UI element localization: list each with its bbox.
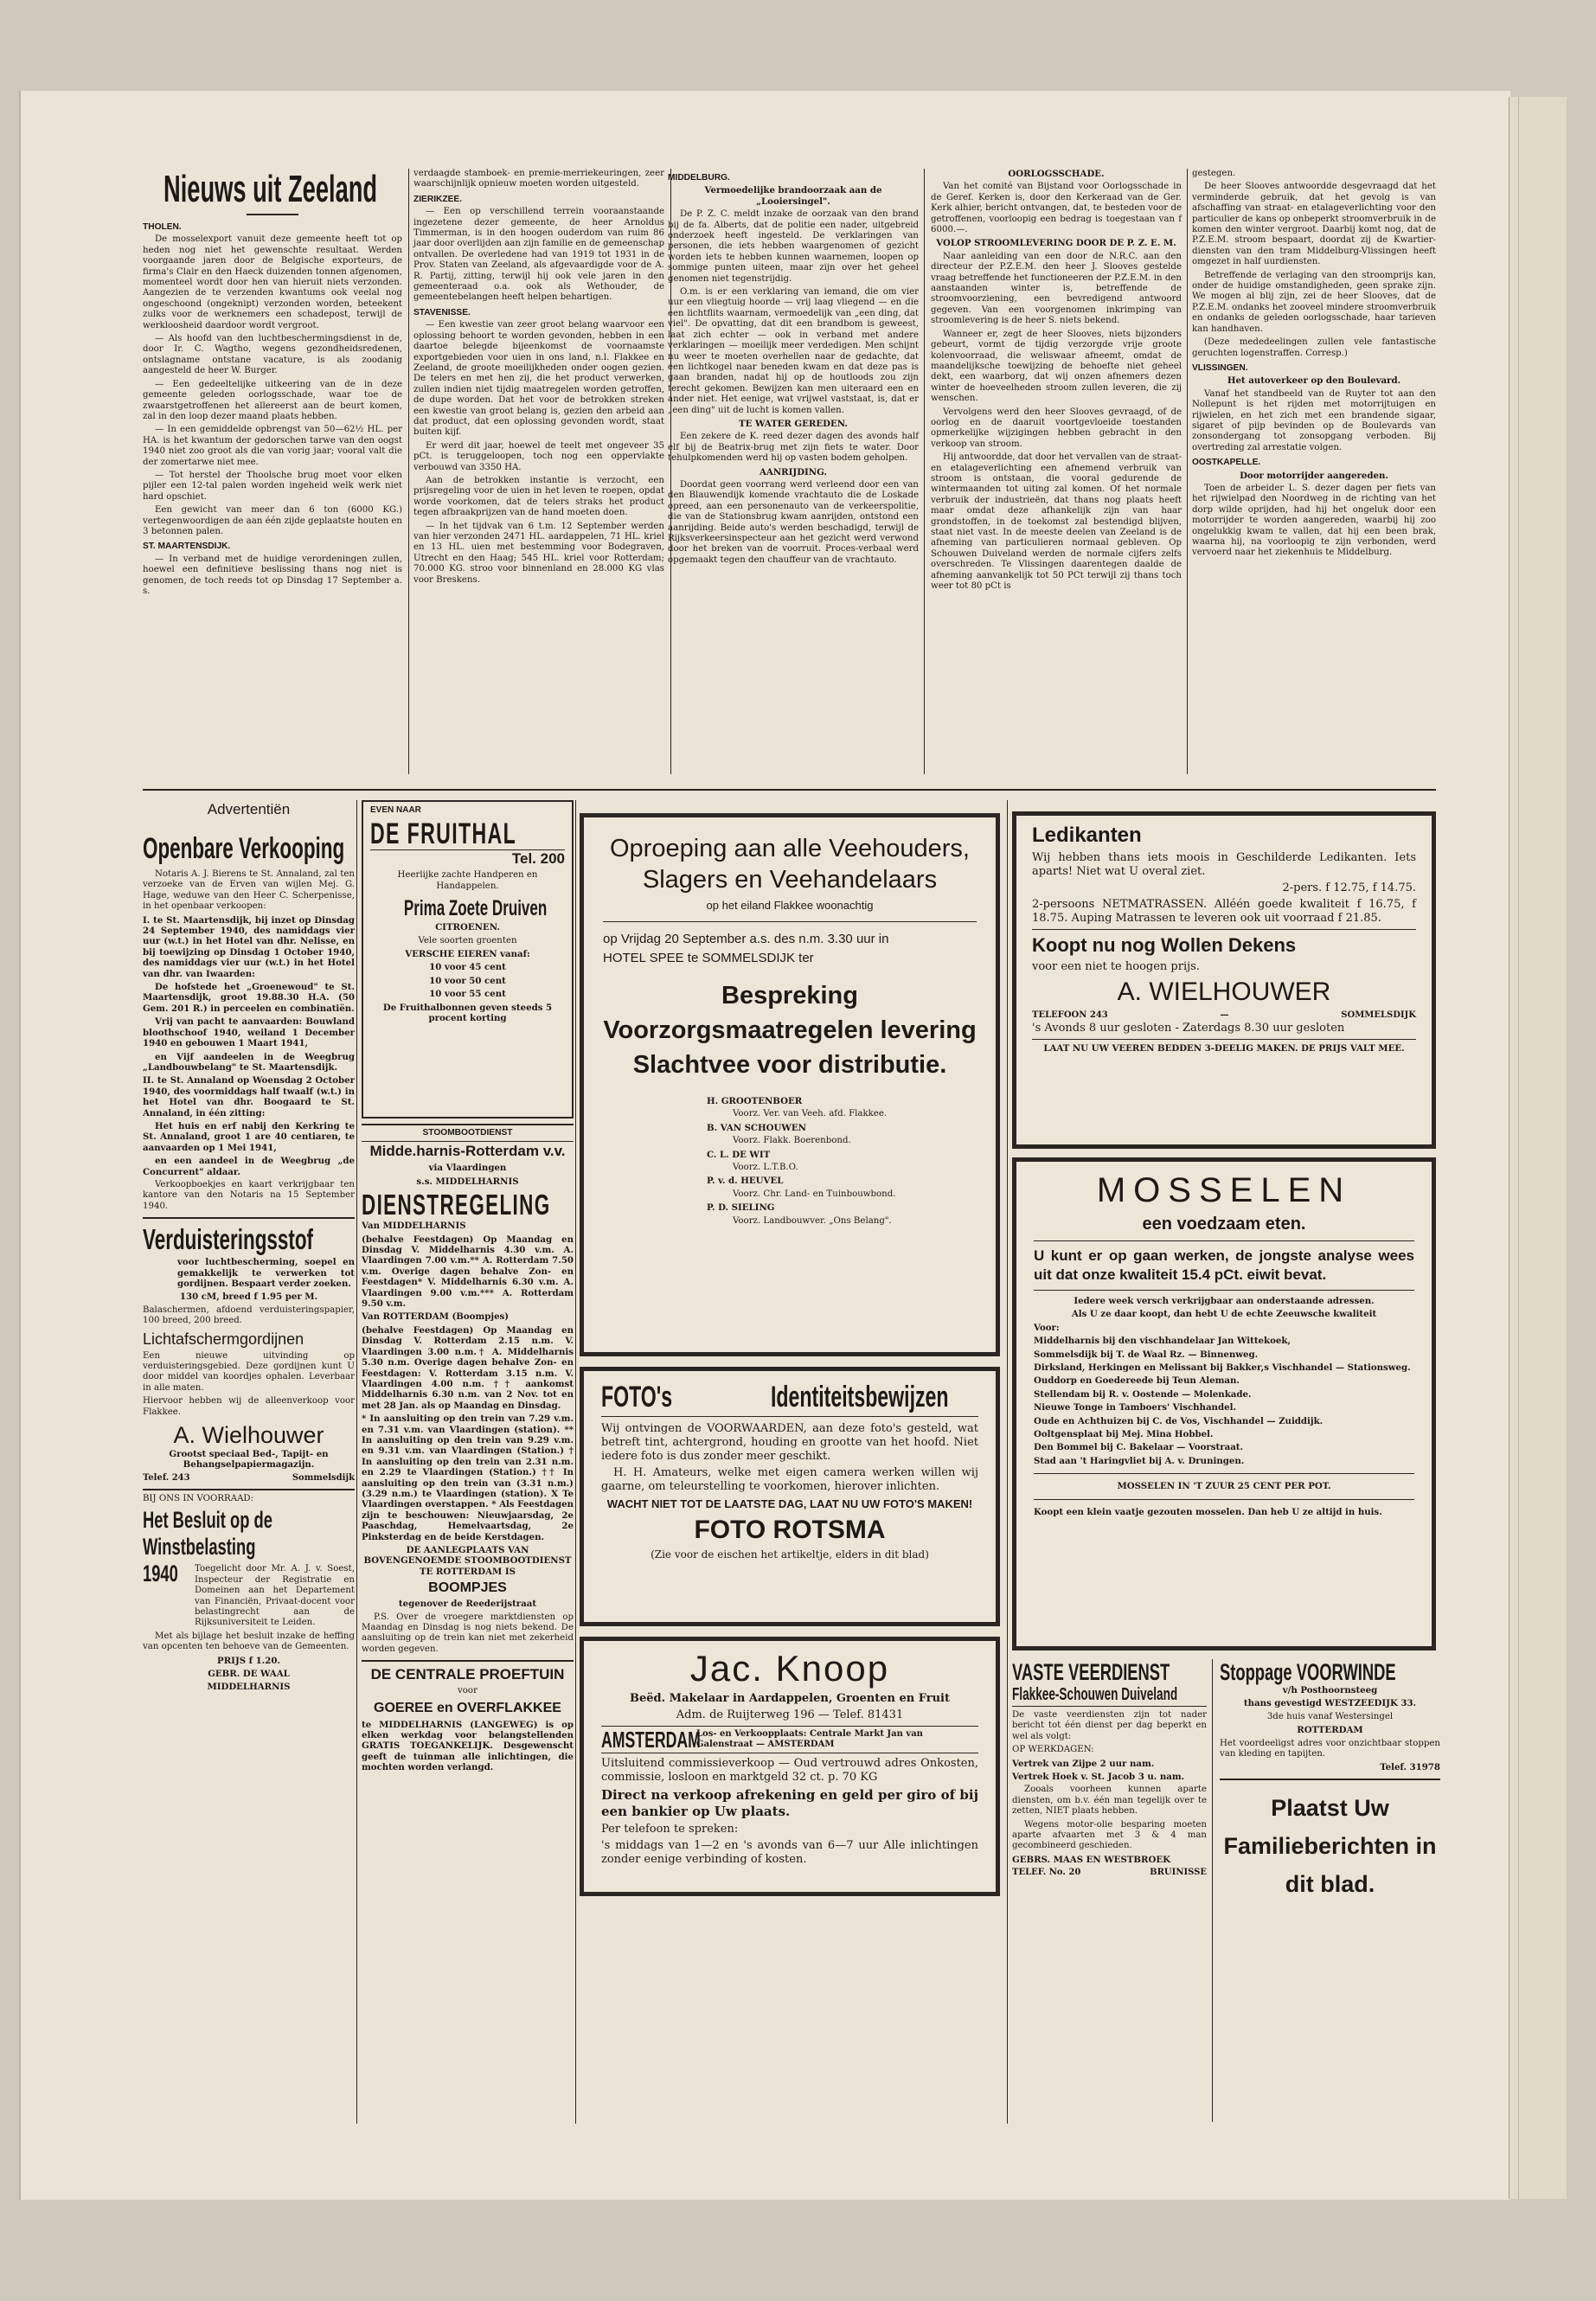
ad-text: op Vrijdag 20 September a.s. des n.m. 3.30 uur in: [603, 932, 889, 946]
ad-text: Notaris A. J. Bierens te St. Annaland, zal ten verzoeke van de Erven van wijlen Mej. G. Hage, weduwe van den Heer C. Scherpenisse, in het openbaar verkoopen:: [143, 869, 355, 912]
foto-ad: [580, 1367, 1000, 1626]
ad-text: Van MIDDELHARNIS: [362, 1221, 466, 1232]
ad-text: 's middags van 1—2 en 's avonds van 6—7 uur Alle inlichtingen zonder eenige verbinding of kosten.: [601, 1839, 978, 1866]
article-text: Naar aanleiding van een door de N.R.C. aan den directeur der P.Z.E.M. den heer J. Slooves gestelde vraag betreffende het functioneeren der P.Z.E.M. in den aanstaanden winter is, betreffende de stroomvoorziening, een bevredigend antwoord gegeven. Van een voorgenomen inkrimping van stroomlevering is de heer S. niets bekend.: [931, 251, 1182, 326]
article-heading: OORLOGSSCHADE.: [1008, 169, 1105, 179]
heading-vlissingen: VLISSINGEN.: [1192, 362, 1248, 373]
egg-price: 10 voor 50 cent: [429, 975, 506, 986]
fruithal-name: DE FRUITHAL: [370, 817, 517, 851]
article-text: Doordat geen voorrang werd verleend door een van den Blauwendijk komende vrachtauto die de Loskade opreed, aan een personenauto van de verkeerspolitie, die van de Stationsbrug kwam aanrijden, ontstond een aanrijding. Beide auto's werden beschadigd, terwijl de Rijksverkeersinspecteur aan het gezicht werd verwond door het breken van de voorruit. Proces-verbaal werd opgemaakt tegen den chauffeur van de vrachtauto.: [668, 479, 919, 565]
ad-text: Vertrek van Zijpe 2 uur nam.: [1012, 1758, 1155, 1769]
wielhouwer-name: A. Wielhouwer: [173, 1422, 324, 1449]
news-column-4: [931, 169, 1182, 774]
ad-text: Het voordeeligst adres voor onzichtbaar stoppen van kleding en tapijten.: [1220, 1738, 1440, 1759]
knoop-city: AMSTERDAM: [601, 1727, 701, 1753]
familieberichten: Plaatst Uw Familieberichten in dit blad.: [1223, 1794, 1437, 1897]
ad-text: op het eiland Flakkee woonachtig: [706, 899, 874, 912]
ad-column-3: [580, 813, 1000, 2119]
mosselen-sub: een voedzaam eten.: [1142, 1215, 1306, 1234]
news-column-5: [1192, 169, 1436, 774]
ad-text: U kunt er op gaan werken, de jongste analyse wees uit dat onze kwaliteit 15.4 pCt. eiwit bevat.: [1034, 1247, 1414, 1283]
ad-text: Direct na verkoop afrekening en geld per giro of bij een bankier op Uw plaats.: [601, 1787, 978, 1819]
fruithal-ad: [362, 800, 574, 1118]
ad-text: Wij ontvingen de VOORWAARDEN, aan deze foto's gesteld, wat betreft tint, achtergrond, houding en grootte van het hoofd. Niet iedere foto is dus zonder meer geschikt.: [601, 1422, 978, 1463]
article-text: — Tot herstel der Thoolsche brug moet voor elken pijler een 12-tal palen worden ingeheid welk werk niet hard opschiet.: [143, 470, 402, 502]
article-text: De heer Slooves antwoordde desgevraagd dat het verminderde gebruik, dat het gevolg is van afschaffing van straat- en etalageverlichting voor den particulier de kans op onbeperkt stroomverbruik in de komen den winter vergroot. Daarbij komt nog, dat de P.Z.E.M. stroom bespaart, doordat zij de Kwartier-diensten van den tram Middelburg-Vlissingen heeft omgezet in half uurdiensten.: [1192, 182, 1436, 267]
article-text: — Een op verschillend terrein vooraanstaande ingezetene dezer gemeente, de heer Arnoldus Timmerman, is in den hoogen ouderdom van ruim 86 jaar door overlijden aan zijn familie en de gemeenschap ontvallen. De overledene had van 1919 tot 1931 in de Prov. Staten van Zeeland, als afgevaardigde voor de A. R. Partij, zitting, terwijl hij ook vele jaren in den gemeenteraad o.a. ook als Wethouder, de gemeentebelangen heeft helpen behartigen.: [413, 207, 664, 303]
foto-title: FOTO's: [601, 1381, 673, 1413]
news-column-2: [413, 169, 664, 774]
ad-text: (Zie voor de eischen het artikeltje, elders in dit blad): [651, 1548, 929, 1561]
ad-text: Grootst speciaal Bed-, Tapijt- en Behangselpapiermagazijn.: [169, 1449, 329, 1471]
licht-title: Lichtafschermgordijnen: [143, 1330, 304, 1348]
veerdienst-title: VASTE VEERDIENST: [1012, 1659, 1170, 1685]
knoop-name: Jac. Knoop: [689, 1648, 890, 1689]
article-text: De mosselexport vanuit deze gemeente heeft tot op heden nog niet het gewenschte resultaat. Werden voorgaande jaren door de Belgische exporteurs, de firma's Clair en den Haeck duizenden tonnen afgenomen, momenteel wordt door hen van hieruit niets verzonden. Aangezien de te verzenden kwantums ook veelal nog ongeschoond (ongeknipt) verzonden worden, beteekent zulks voor de werknemers een schadepost, terwijl de werkloosheid daardoor wordt vergroot.: [143, 234, 402, 330]
article-subheading: Vermoedelijke brandoorzaak aan de „Looiersingel".: [704, 185, 882, 207]
besluit-title: Het Besluit op de Winstbelasting 1940: [143, 1507, 272, 1587]
signatory: P. v. d. HEUVEL: [707, 1176, 784, 1187]
article-text: Betreffende de verlaging van den stroomprijs kan, onder de huidige omstandigheden, geen sprake zijn. We mogen al blij zijn, zei de heer Slooves, dat de P.Z.E.M. ondanks het zooveel mindere stroomverbruik en ondanks de geleden oorlogsschade, haar tarieven kan handhaven.: [1192, 270, 1436, 334]
ad-text: via Vlaardingen: [428, 1163, 507, 1174]
article-text: — Een kwestie van zeer groot belang waarvoor een oplossing behoort te worden gevonden, hebben in een daartoe belegde bijeenkomst de voornaamste exportgebieden voor uien in ons land, n.l. Flakkee en Zeeland, de groote moeilijkheden onder oogen gezien. De telers en met hen zij, die het product verwerken, zullen indien niet tijdig maatregelen worden getroffen, de dupe worden. Dat het voor de betrokken streken een kwestie van groot belang is, gezien den arbeid aan dat product, dat een oplossing gevonden wordt, staat buiten kijf.: [413, 320, 664, 438]
ad-text: Voor:: [1034, 1322, 1060, 1333]
ad-text: Iedere week versch verkrijgbaar aan onderstaande adressen.: [1074, 1296, 1375, 1306]
wielhouwer-place: Sommelsdijk: [292, 1472, 355, 1483]
page-edge-strip: [1509, 97, 1567, 2199]
ad-text: Adm. de Ruijterweg 196 — Telef. 81431: [676, 1708, 904, 1721]
ad-text: Vrij van pacht te aanvaarden: Bouwland bloothschoof 1940, weiland 1 December 1940 en gebouwen 1 Maart 1941,: [143, 1016, 355, 1049]
signatory-role: Voorz. Flakk. Boerenbond.: [733, 1136, 851, 1146]
veerdienst-ad: [1012, 1659, 1213, 2122]
article-text: verdaagde stamboek- en premie-merriekeuringen, zeer waarschijnlijk opnieuw moeten worden uitgesteld.: [413, 169, 664, 189]
ad-text: I. te St. Maartensdijk, bij inzet op Dinsdag 24 September 1940, des namiddags vier uur (w.t.) in het Hotel van dhr. Nelisse, en bij toewijzing op Dinsdag 1 October 1940, des namiddags vier uur (w.t.) in het Hotel van dhr. van Iwaarden:: [143, 914, 355, 979]
article-text: Vanaf het standbeeld van de Ruyter tot aan den Nollepunt is het rijden met motorrijtuigen en rijwielen, en het zich met een brandende sigaar, sigaret of pijp bevinden op de Boulevards van zonsondergang tot zonsopgang verboden. Bij overtreding zal arrestatie volgen.: [1192, 388, 1436, 452]
ad-text: Toegelicht door Mr. A. J. v. Soest, Inspecteur der Registratie en Domeinen aan het Departement van Financiën, Privaat-docent voor belastingrecht aan de Rijksuniversiteit te Leiden.: [195, 1564, 355, 1628]
ad-text: De hofstede het „Groenewoud" te St. Maartensdijk, groot 19.88.30 H.A. (50 Gem. 201 R.) in perceelen en combinatiën.: [143, 982, 355, 1014]
news-column-3: [668, 169, 919, 774]
heading-zierikzee: ZIERIKZEE.: [413, 194, 463, 204]
list-item: Den Bommel bij C. Bakelaar — Voorstraat.: [1034, 1442, 1244, 1453]
ad-price: PRIJS f 1.20.: [217, 1655, 280, 1666]
ad-text: De vaste veerdiensten zijn tot nader bericht tot één dienst per dag beperkt en wel als volgt:: [1012, 1710, 1207, 1741]
foto-rotsma: FOTO ROTSMA: [694, 1516, 886, 1544]
article-text: Wanneer er, zegt de heer Slooves, niets bijzonders gebeurt, vormt de tijdig verzorgde vrije groote kolenvoorraad, die weliswaar afneemt, omdat de maandelijksche toewijzing de behoefte niet geheel dekt, een waarborg, dat wij onzen afnemers dezen winter de hoeveelheden stroom zullen leveren, die zij wenschen.: [931, 329, 1182, 404]
ad-text: Wij hebben thans iets moois in Geschilderde Ledikanten. Iets aparts! Niet wat U overal ziet.: [1032, 851, 1416, 878]
signatory: B. VAN SCHOUWEN: [707, 1122, 806, 1133]
veer-tel: TELEF. No. 20: [1012, 1868, 1081, 1878]
ad-text: s.s. MIDDELHARNIS: [416, 1176, 519, 1187]
ad-text: Wegens motor-olie besparing moeten aparte afvaarten met 3 & 4 man gecombineerd geschieden.: [1012, 1819, 1207, 1851]
ad-text: Hiervoor hebben wij de alleenverkoop voor Flakkee.: [143, 1396, 355, 1417]
ad-text: EVEN NAAR: [370, 805, 421, 815]
list-item: Dirksland, Herkingen en Melissant bij Bakker,s Vischhandel — Stationsweg.: [1034, 1362, 1411, 1374]
article-text: Er werd dit jaar, hoewel de teelt met ongeveer 35 pCt. is teruggeloopen, toch nog een oppervlakte verbouwd van 3350 HA.: [413, 440, 664, 472]
openbare-title: Openbare Verkooping: [143, 832, 345, 865]
ad-text: Als U ze daar koopt, dan hebt U de echte Zeeuwsche kwaliteit: [1071, 1309, 1377, 1320]
led-place: SOMMELSDIJK: [1341, 1010, 1416, 1020]
list-item: Ooltgensplaat bij Mej. Mina Hobbel.: [1034, 1429, 1214, 1440]
ad-column-2: [362, 800, 574, 2128]
ad-text: Koopt een klein vaatje gezouten mosselen. Dan heb U ze altijd in huis.: [1034, 1506, 1382, 1517]
ledikanten-title: Ledikanten: [1032, 824, 1142, 847]
dash: —: [1220, 1010, 1229, 1020]
ad-text: VERSCHE EIEREN vanaf:: [405, 949, 530, 960]
heading-stavenisse: STAVENISSE.: [413, 307, 471, 317]
ad-text: BIJ ONS IN VOORRAAD:: [143, 1493, 254, 1503]
ad-text: De Fruithalbonnen geven steeds 5 procent korting: [382, 1002, 553, 1024]
mosselen-title: MOSSELEN: [1096, 1171, 1352, 1209]
section-title: Nieuws uit Zeeland: [163, 168, 378, 210]
publisher-place: MIDDELHARNIS: [207, 1682, 291, 1693]
ad-text: II. te St. Annaland op Woensdag 2 October 1940, des voormiddags half twaalf (w.t.) in het Hotel van dhr. Boogaard te St. Annaland, in één zitting:: [143, 1075, 355, 1118]
list-item: Nieuwe Tonge in Tamboers' Vischhandel.: [1034, 1402, 1236, 1413]
ad-text: H. H. Amateurs, welke met eigen camera werken willen wij gaarne, om teleurstelling te voorkomen, hierover inlichten.: [601, 1466, 978, 1493]
ad-text: Beëd. Makelaar in Aardappelen, Groenten en Fruit: [630, 1692, 950, 1705]
ad-text: voor luchtbescherming, soepel en gemakkelijk te verwerken tot gordijnen. Bespaart verder zoeken.: [177, 1257, 355, 1289]
list-item: Oude en Achthuizen bij C. de Vos, Vischhandel — Zuiddijk.: [1034, 1415, 1324, 1426]
list-item: Middelharnis bij den vischhandelaar Jan Wittekoek,: [1034, 1336, 1291, 1347]
boot-route: Midde.harnis-Rotterdam v.v.: [369, 1143, 566, 1160]
ad-text: (behalve Feestdagen) Op Maandag en Dinsdag V. Rotterdam 2.15 n.m. V. Vlaardingen 3.00 n.m.† A. Middelharnis 5.30 n.m. Overige dagen behalve Zon- en Feestdagen: V. Rotterdam 3.15 n.m. V. Vlaardingen 4.00 n.m. †† aankomst Middelharnis 6.30 n.m. van 2 Nov. tot en met 28 Jan. als op Maandag en Dinsdag.: [362, 1324, 574, 1411]
ad-text: HOTEL SPEE te SOMMELSDIJK ter: [603, 951, 814, 965]
oproeping-ad: [580, 813, 1000, 1356]
article-text: (Deze mededeelingen zullen vele fantastische geruchten logenstraffen. Corresp.): [1192, 337, 1436, 358]
led-tel: TELEFOON 243: [1032, 1010, 1108, 1020]
ad-text: LAAT NU UW VEEREN BEDDEN 3-DEELIG MAKEN. DE PRIJS VALT MEE.: [1043, 1043, 1405, 1054]
identiteit-title: Identiteitsbewijzen: [771, 1381, 949, 1413]
proeftuin-name: GOEREE en OVERFLAKKEE: [374, 1700, 561, 1715]
veerdienst-sub: Flakkee-Schouwen Duiveland: [1012, 1685, 1178, 1704]
verduistering-title: Verduisteringsstof: [143, 1223, 314, 1256]
ad-text: voor: [458, 1686, 478, 1696]
ad-text: CITROENEN.: [435, 922, 500, 933]
ad-text: 's Avonds 8 uur gesloten - Zaterdags 8.30 uur gesloten: [1032, 1022, 1345, 1035]
ad-price: 2-pers. f 12.75, f 14.75.: [1282, 881, 1416, 894]
veer-place: BRUINISSE: [1150, 1868, 1207, 1878]
article-text: — Als hoofd van den luchtbeschermingsdienst in de, door Ir. C. Wagtho, wegens gezondheidsredenen, ontslagname ontstane vacature, is als zoodanig aangesteld de heer W. Burger.: [143, 334, 402, 376]
mosselen-ad: [1012, 1157, 1436, 1650]
stoppage-tel: Telef. 31978: [1380, 1762, 1440, 1773]
stoppage-ad: [1213, 1659, 1440, 2122]
heading-middelburg: MIDDELBURG.: [668, 173, 730, 183]
list-item: Stellendam bij R. v. Oostende — Molenkade.: [1034, 1388, 1252, 1400]
ad-column-1: [143, 800, 355, 2128]
ad-text: voor een niet te hoogen prijs.: [1032, 960, 1200, 973]
fruithal-tel: Tel. 200: [370, 849, 565, 868]
boot-head: STOOMBOOTDIENST: [422, 1128, 513, 1138]
ad-text: thans gevestigd WESTZEEDIJK 33.: [1243, 1698, 1417, 1709]
article-subheading: Door motorrijder aangereden.: [1240, 470, 1388, 481]
ad-text: ROTTERDAM: [1297, 1725, 1363, 1736]
wielhouwer-tel: Telef. 243: [143, 1472, 190, 1483]
section-divider: [143, 789, 1436, 791]
article-subheading: AANRIJDING.: [760, 466, 827, 478]
article-text: Een zekere de K. reed dezer dagen des avonds half elf bij de Beatrix-brug met zijn fiets te water. Door tehulpkomenden werd hij op vasten bodem geholpen.: [668, 432, 919, 464]
signatory: P. D. SIELING: [707, 1202, 775, 1214]
list-item: Sommelsdijk bij T. de Waal Rz. — Binnenweg.: [1034, 1349, 1259, 1360]
ad-text: Van ROTTERDAM (Boompjes): [362, 1311, 510, 1323]
ad-text: Los- en Verkoopplaats: Centrale Markt Jan van Galenstraat — AMSTERDAM: [696, 1729, 923, 1749]
article-subheading: Het autoverkeer op den Boulevard.: [1227, 375, 1401, 387]
ad-text: Vele soorten groenten: [418, 935, 517, 945]
mosselen-list: [1034, 1336, 1414, 1466]
ad-price: 130 cM, breed f 1.95 per M.: [179, 1292, 318, 1303]
ad-text: Het huis en erf nabij den Kerkring te St. Annaland, groot 1 are 40 centiaren, te aanvaarden op 1 Mei 1941,: [143, 1120, 355, 1153]
article-text: — In het tijdvak van 6 t.m. 12 September werden van hier verzonden 2471 HL. aardappelen, 71 HL. kriel en 13 HL. uien met bestemming voor Bodegraven, Utrecht en den Haag; 545 HL. kriel voor Rotterdam; 70.000 KG. stroo voor binnenland en 28.000 KG vlas voor Breskens.: [413, 521, 664, 585]
heading-oostkapelle: OOSTKAPELLE.: [1192, 458, 1261, 468]
article-subheading: VOLOP STROOMLEVERING DOOR DE P. Z. E. M.: [936, 238, 1176, 249]
fruithal-druiven: Prima Zoete Druiven: [403, 896, 548, 921]
list-item: Ouddorp en Goedereede bij Teun Aleman.: [1034, 1375, 1240, 1387]
article-text: Vervolgens werd den heer Slooves gevraagd, of de oorlog en de daaruit voortgevloeide toestanden opmerkelijke wijzigingen hebben gebracht in den verkoop van stroom.: [931, 407, 1182, 449]
heading-st-maartensdijk: ST. MAARTENSDIJK.: [143, 542, 231, 552]
proeftuin-title: DE CENTRALE PROEFTUIN: [370, 1666, 565, 1683]
knoop-ad: [580, 1637, 1000, 1896]
article-text: De P. Z. C. meldt inzake de oorzaak van den brand bij de fa. Alberts, dat de politie een nader, uitgebreid onderzoek heeft ingesteld. De verklaringen van personen, die iets hebben waargenomen of gezicht worden iets te hebben kunnen waarnemen, loopen op sommige punten uiteen, maar zijn over het geheel genomen niet tegenstrijdig.: [668, 209, 919, 284]
article-text: — In een gemiddelde opbrengst van 50—62½ HL. per HA. is het kwantum der gedorschen tarwe van den oogst 1940 niet zoo groot als die van vorig jaar; vooral valt die der zomertarwe niet mee.: [143, 425, 402, 467]
ad-text: Zooals voorheen kunnen aparte diensten, om b.v. één man tegelijk over te zetten, NIET plaats hebben.: [1012, 1785, 1207, 1817]
koopt-dekens: Koopt nu nog Wollen Dekens: [1032, 934, 1297, 956]
led-wielhouwer: A. WIELHOUWER: [1117, 977, 1331, 1006]
ad-text: GEBRS. MAAS EN WESTBROEK: [1012, 1854, 1170, 1865]
article-text: Van het comité van Bijstand voor Oorlogsschade in de Geref. Kerken is, door den Kerkeraad van de Ger. Kerk alhier, bericht ontvangen, dat, te besteden voor de getroffenen, voorloopig een bedrag is toegestaan van f 6000.—.: [931, 182, 1182, 235]
ad-text: Vertrek Hoek v. St. Jacob 3 u. nam.: [1012, 1772, 1185, 1783]
bespreking-title: Bespreking Voorzorgsmaatregelen levering Slachtvee voor distributie.: [603, 982, 977, 1079]
ad-price: MOSSELEN IN 'T ZUUR 25 CENT PER POT.: [1117, 1481, 1331, 1492]
ad-text: Per telefoon te spreken:: [601, 1823, 739, 1836]
article-text: O.m. is er een verklaring van iemand, die om vier uur een vliegtuig hoorde — vrij laag vliegend — en die een lichtflits waarnam, vermoedelijk van „een ding, dat viel". De opvatting, dat dit een brandbom is geweest, laat zich echter — ook in verband met andere verklaringen — moeilijk meer verdedigen. Men schijnt nu weer te moeten overhellen naar de gedachte, dat een lichtkogel naar beneden kwam en dat deze pas is gaan branden, nadat hij op de houtloods zou zijn terecht gekomen. Bewijzen kan men uiteraard een en ander niet. Het eenige, wat vrijwel vaststaat, is, dat er „een ding" uit de lucht is komen vallen.: [668, 287, 919, 415]
ad-text: Met als bijlage het besluit inzake de heffing van opcenten ten behoeve van de Gemeenten.: [143, 1631, 355, 1652]
ad-text: (behalve Feestdagen) Op Maandag en Dinsdag V. Middelharnis 4.30 v.m. A. Vlaardingen 7.00 v.m.** A. Rotterdam 7.50 v.m. Overige dagen behalve Zon- en Feestdagen* V. Middelharnis 6.30 v.m. A. Vlaardingen 9.00 v.m.*** A. Rotterdam 9.50 v.m.: [362, 1234, 574, 1310]
oproeping-title: Oproeping aan alle Veehouders, Slagers en Veehandelaars: [610, 835, 970, 894]
signatory-role: Voorz. Chr. Land- en Tuinbouwbond.: [733, 1189, 896, 1199]
ad-text: Verkoopboekjes en kaart verkrijgbaar ten kantore van den Notaris na 15 September 1940.: [143, 1179, 355, 1211]
ad-text: en Vijf aandeelen in de Weegbrug „Landbouwbelang" te St. Maartensdijk.: [143, 1051, 355, 1073]
article-text: Hij antwoordde, dat door het vervallen van de straat- en etalageverlichting een afnemend verbruik van stroom is ontstaan, die vooral gedurende de wintermaanden tot uiting zal komen. Of het normale verbruik der industrieën, dat thans nog plaats heeft maar omdat deze afhankelijk zijn van haar grondstoffen, in de toekomst zal bestendigd blijven, staat niet vast. In de meeste deelen van Zeeland is de afneming van particulieren normaal gebleven. Op Schouwen Duiveland werden de normale cijfers zelfs overschreden. Te Vlissingen daarentegen daalde de afneming aanvankelijk tot 50 PCt terwijl zij thans toch weer tot 80 pCt is: [931, 452, 1182, 592]
signatory-role: Voorz. Ver. van Veeh. afd. Flakkee.: [733, 1109, 888, 1119]
ads-label: Advertentiën: [207, 801, 291, 817]
ledikanten-ad: [1012, 811, 1436, 1149]
stoppage-title: Stoppage VOORWINDE: [1220, 1659, 1396, 1685]
egg-price: 10 voor 55 cent: [429, 989, 506, 1000]
list-item: Stad aan 't Haringvliet bij A. v. Druningen.: [1034, 1455, 1245, 1466]
article-text: gestegen.: [1192, 169, 1236, 178]
ad-column-4: [1012, 811, 1440, 2122]
ad-text: P.S. Over de vroegere marktdiensten op Maandag en Dinsdag is nog niets bekend. De aansluiting op de trein kan niet met zekerheid worden gegeven.: [362, 1612, 574, 1654]
ad-text: v/h Posthoornsteeg: [1282, 1685, 1378, 1695]
boompjes: BOOMPJES: [428, 1580, 507, 1596]
news-column-1: [143, 169, 402, 774]
article-text: — In verband met de huidige verordeningen zullen, hoewel een definitieve beslissing thans nog niet is genomen, de toch reeds tot op Dinsdag 17 September a. s.: [143, 554, 402, 596]
ad-text: Uitsluitend commissieverkoop — Oud vertrouwd adres Onkosten, commissie, losloon en marktgeld 32 ct. p. 70 KG: [601, 1757, 978, 1784]
publisher: GEBR. DE WAAL: [208, 1668, 290, 1679]
dienstregeling-title: DIENSTREGELING: [362, 1189, 551, 1221]
ad-text: DE AANLEGPLAATS VAN BOVENGENOEMDE STOOMBOOTDIENST TE ROTTERDAM IS: [363, 1545, 572, 1577]
ad-text: tegenover de Reederijstraat: [398, 1599, 537, 1610]
ad-text: Een nieuwe uitvinding op verduisteringsgebied. Deze gordijnen kunt U door middel van koordjes ophalen. Leverbaar in alle maten.: [143, 1350, 355, 1393]
article-text: Een gewicht van meer dan 6 ton (6000 KG.) vertegenwoordigen de aan één zijde geplaatste houten en 3 betonnen palen.: [143, 505, 402, 536]
article-subheading: TE WATER GEREDEN.: [739, 418, 848, 429]
ad-text: * In aansluiting op den trein van 7.29 v.m. en 7.31 v.m. van Vlaardingen (station). ** In aansluiting op den trein van 9.29 v.m. en 9.31 v.m. van Vlaardingen (Station.) † In aansluiting op den trein van 2.31 n.m. en 2.29 te Vlaardingen (Station.) †† In aansluiting op den trein van (3.31 n.m.) (3.29 n.m.) te Vlaardingen (station). X Te Vlaardingen overstappen. * Als Feestdagen zijn te beschouwen: Nieuwjaarsdag, 2e Paaschdag, Hemelvaartsdag, 2e Pinksterdag en de beide Kerstdagen.: [362, 1413, 574, 1542]
article-text: — Een gedeeltelijke uitkeering van de in deze gemeente geleden oorlogsschade, waar toe de zwaarstgetroffenen het allereerst aan de beurt komen, zal in den loop dezer maand plaats hebben.: [143, 379, 402, 421]
signatory-role: Voorz. L.T.B.O.: [733, 1163, 798, 1173]
ad-text: te MIDDELHARNIS (LANGEWEG) is op elken werkdag voor belangstellenden GRATIS TOEGANKELIJK. Desgewenscht geeft de tuinman alle inlichtingen, die mochten worden verlangd.: [362, 1719, 574, 1773]
ad-text: 2-persoons NETMATRASSEN. Alléén goede kwaliteit f 16.75, f 18.75. Auping Matrassen te leveren ook uit voorraad f 21.85.: [1032, 898, 1416, 925]
ad-text: en een aandeel in de Weegbrug „de Concurrent" aldaar.: [143, 1156, 355, 1177]
ad-text: 3de huis vanaf Westersingel: [1266, 1711, 1394, 1721]
article-text: Aan de betrokken instantie is verzocht, een prijsregeling voor de uien in het leven te roepen, opdat worde voorkomen, dat de telers straks het product tegen afbraakprijzen van de hand moeten doen.: [413, 475, 664, 518]
signatory: C. L. DE WIT: [707, 1149, 771, 1160]
heading-tholen: THOLEN.: [143, 222, 182, 232]
egg-price: 10 voor 45 cent: [429, 962, 506, 973]
signatory: H. GROOTENBOER: [707, 1096, 803, 1106]
ad-text: Heerlijke zachte Handperen en Handappelen.: [397, 870, 538, 891]
ad-text: Balaschermen, afdoend verduisteringspapier, 100 breed, 200 breed.: [143, 1304, 355, 1326]
ad-text: WACHT NIET TOT DE LAATSTE DAG, LAAT NU UW FOTO'S MAKEN!: [606, 1497, 973, 1510]
article-text: Toen de arbeider L. S. dezer dagen per fiets van het rijwielpad den Noordweg in de richting van het dorp wilde oprijden, had hij het ongeluk door een motorrijder te worden aangereden, waarbij hij zoo ongelukkig kwam te vallen, dat hij een been brak, waarna hij, na voorloopig te zijn verbonden, werd vervoerd naar het ziekenhuis te Middelburg.: [1192, 483, 1436, 558]
ad-text: OP WERKDAGEN:: [1012, 1745, 1094, 1755]
signatory-role: Voorz. Landbouwver. „Ons Belang".: [733, 1215, 892, 1226]
